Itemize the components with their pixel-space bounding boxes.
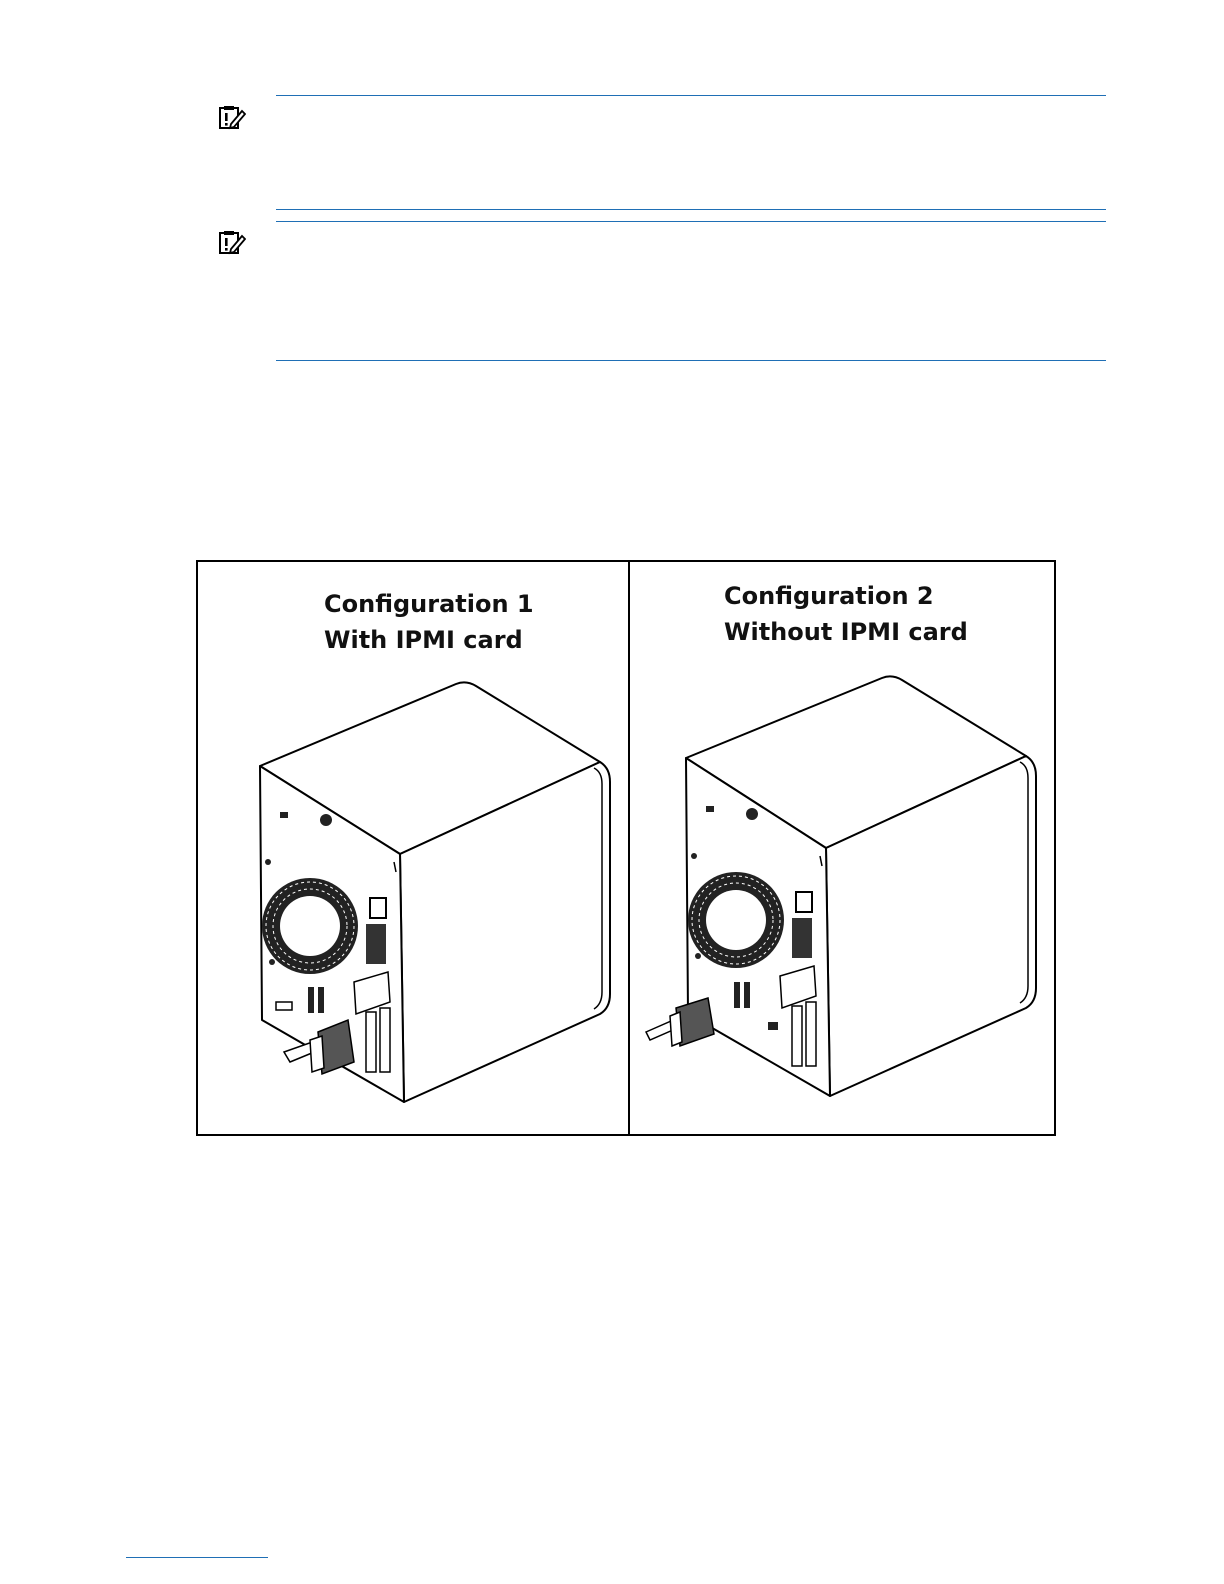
caption-line-1: Configuration 1 — [324, 590, 534, 618]
note-bottom-rule — [276, 209, 1106, 210]
caption-line-2: With IPMI card — [324, 626, 523, 654]
important-icon — [218, 105, 246, 131]
configuration-1-panel — [198, 562, 630, 1134]
fan-grille — [262, 878, 358, 974]
video-cable-connector — [646, 998, 714, 1046]
fan-grille — [688, 872, 784, 968]
note-top-rule — [276, 95, 1106, 96]
caption-line-1: Configuration 2 — [724, 582, 934, 610]
important-note-1 — [218, 95, 1106, 211]
server-rear-without-ipmi-illustration — [630, 562, 1054, 1134]
important-icon — [218, 230, 246, 256]
server-rear-with-ipmi-illustration — [198, 562, 626, 1134]
important-note-2 — [218, 221, 1106, 363]
footnote-rule — [126, 1557, 268, 1558]
note-top-rule — [276, 221, 1106, 222]
caption-line-2: Without IPMI card — [724, 618, 968, 646]
note-bottom-rule — [276, 360, 1106, 361]
configuration-2-panel — [630, 562, 1054, 1134]
configuration-figure — [196, 560, 1056, 1136]
